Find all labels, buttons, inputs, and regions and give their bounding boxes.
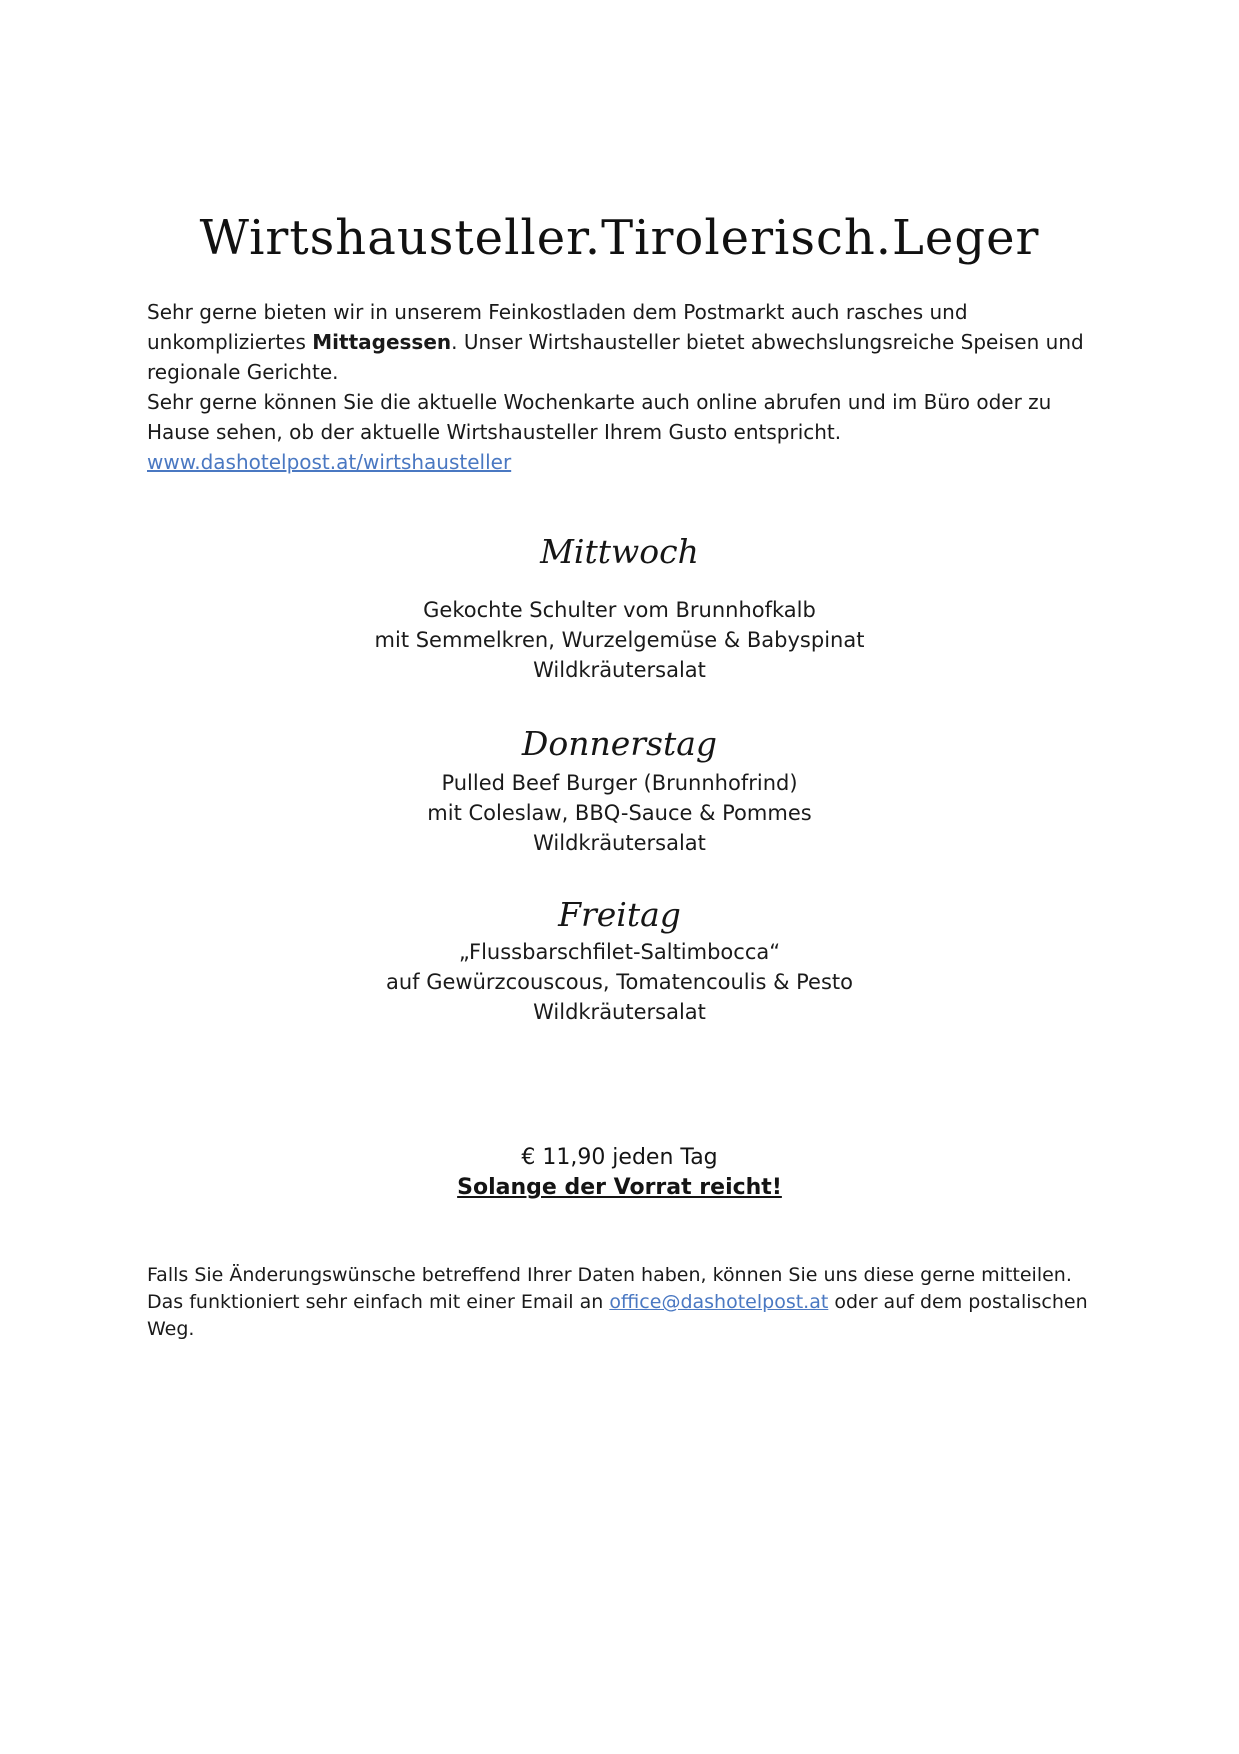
day-title: Mittwoch (540, 532, 699, 571)
wirtshausteller-link[interactable]: www.dashotelpost.at/wirtshausteller (147, 450, 512, 474)
intro-p1-end: . Unser Wirtshausteller bietet abwechslungsreiche Speisen und regionale Gerichte. (147, 330, 1084, 384)
intro-paragraph-1 (147, 297, 1107, 387)
dish-line: auf Gewürzcouscous, Tomatencoulis & Pesto (385, 970, 853, 994)
stock-note: Solange der Vorrat reicht! (457, 1175, 782, 1200)
footer-line-2-end: oder auf dem postalischen Weg. (147, 1291, 1088, 1340)
intro-link-line (147, 447, 1107, 477)
price-block (0, 1143, 1239, 1203)
intro-p1-start: Sehr gerne bieten wir in unserem Feinkostladen dem Postmarkt auch rasches und unkompliziertes (147, 300, 968, 354)
dish-line: mit Coleslaw, BBQ-Sauce & Pommes (427, 801, 812, 825)
intro-p1-highlight: Mittagessen (312, 330, 452, 354)
footer-text (147, 1262, 1107, 1343)
day-section-freitag (0, 893, 1239, 1027)
day-title: Donnerstag (521, 724, 718, 763)
dish-line: Pulled Beef Burger (Brunnhofrind) (441, 771, 798, 795)
page-title: Wirtshausteller.Tirolerisch.Leger (199, 210, 1040, 266)
day-title: Freitag (558, 895, 681, 934)
dish-line: Wildkräutersalat (533, 831, 706, 855)
intro-text (147, 297, 1107, 477)
dish-line: Wildkräutersalat (533, 1000, 706, 1024)
email-link[interactable]: office@dashotelpost.at (609, 1291, 829, 1313)
footer-line-2-start: Das funktioniert sehr einfach mit einer Email an (147, 1291, 610, 1313)
dish-line: Wildkräutersalat (533, 658, 706, 682)
dish-line: mit Semmelkren, Wurzelgemüse & Babyspinat (374, 628, 865, 652)
price-text: € 11,90 jeden Tag (521, 1145, 718, 1170)
day-section-donnerstag (0, 722, 1239, 858)
day-section-mittwoch (0, 530, 1239, 685)
dish-line: „Flussbarschfilet-Saltimbocca“ (458, 940, 781, 964)
footer-line-1: Falls Sie Änderungswünsche betreffend Ihrer Daten haben, können Sie uns diese gerne mitteilen. (147, 1264, 1072, 1286)
footer-line-2 (147, 1289, 1107, 1343)
dish-line: Gekochte Schulter vom Brunnhofkalb (423, 598, 816, 622)
intro-paragraph-2: Sehr gerne können Sie die aktuelle Wochenkarte auch online abrufen und im Büro oder zu Hause sehen, ob der aktuelle Wirtshausteller Ihrem Gusto entspricht. (147, 390, 1052, 444)
